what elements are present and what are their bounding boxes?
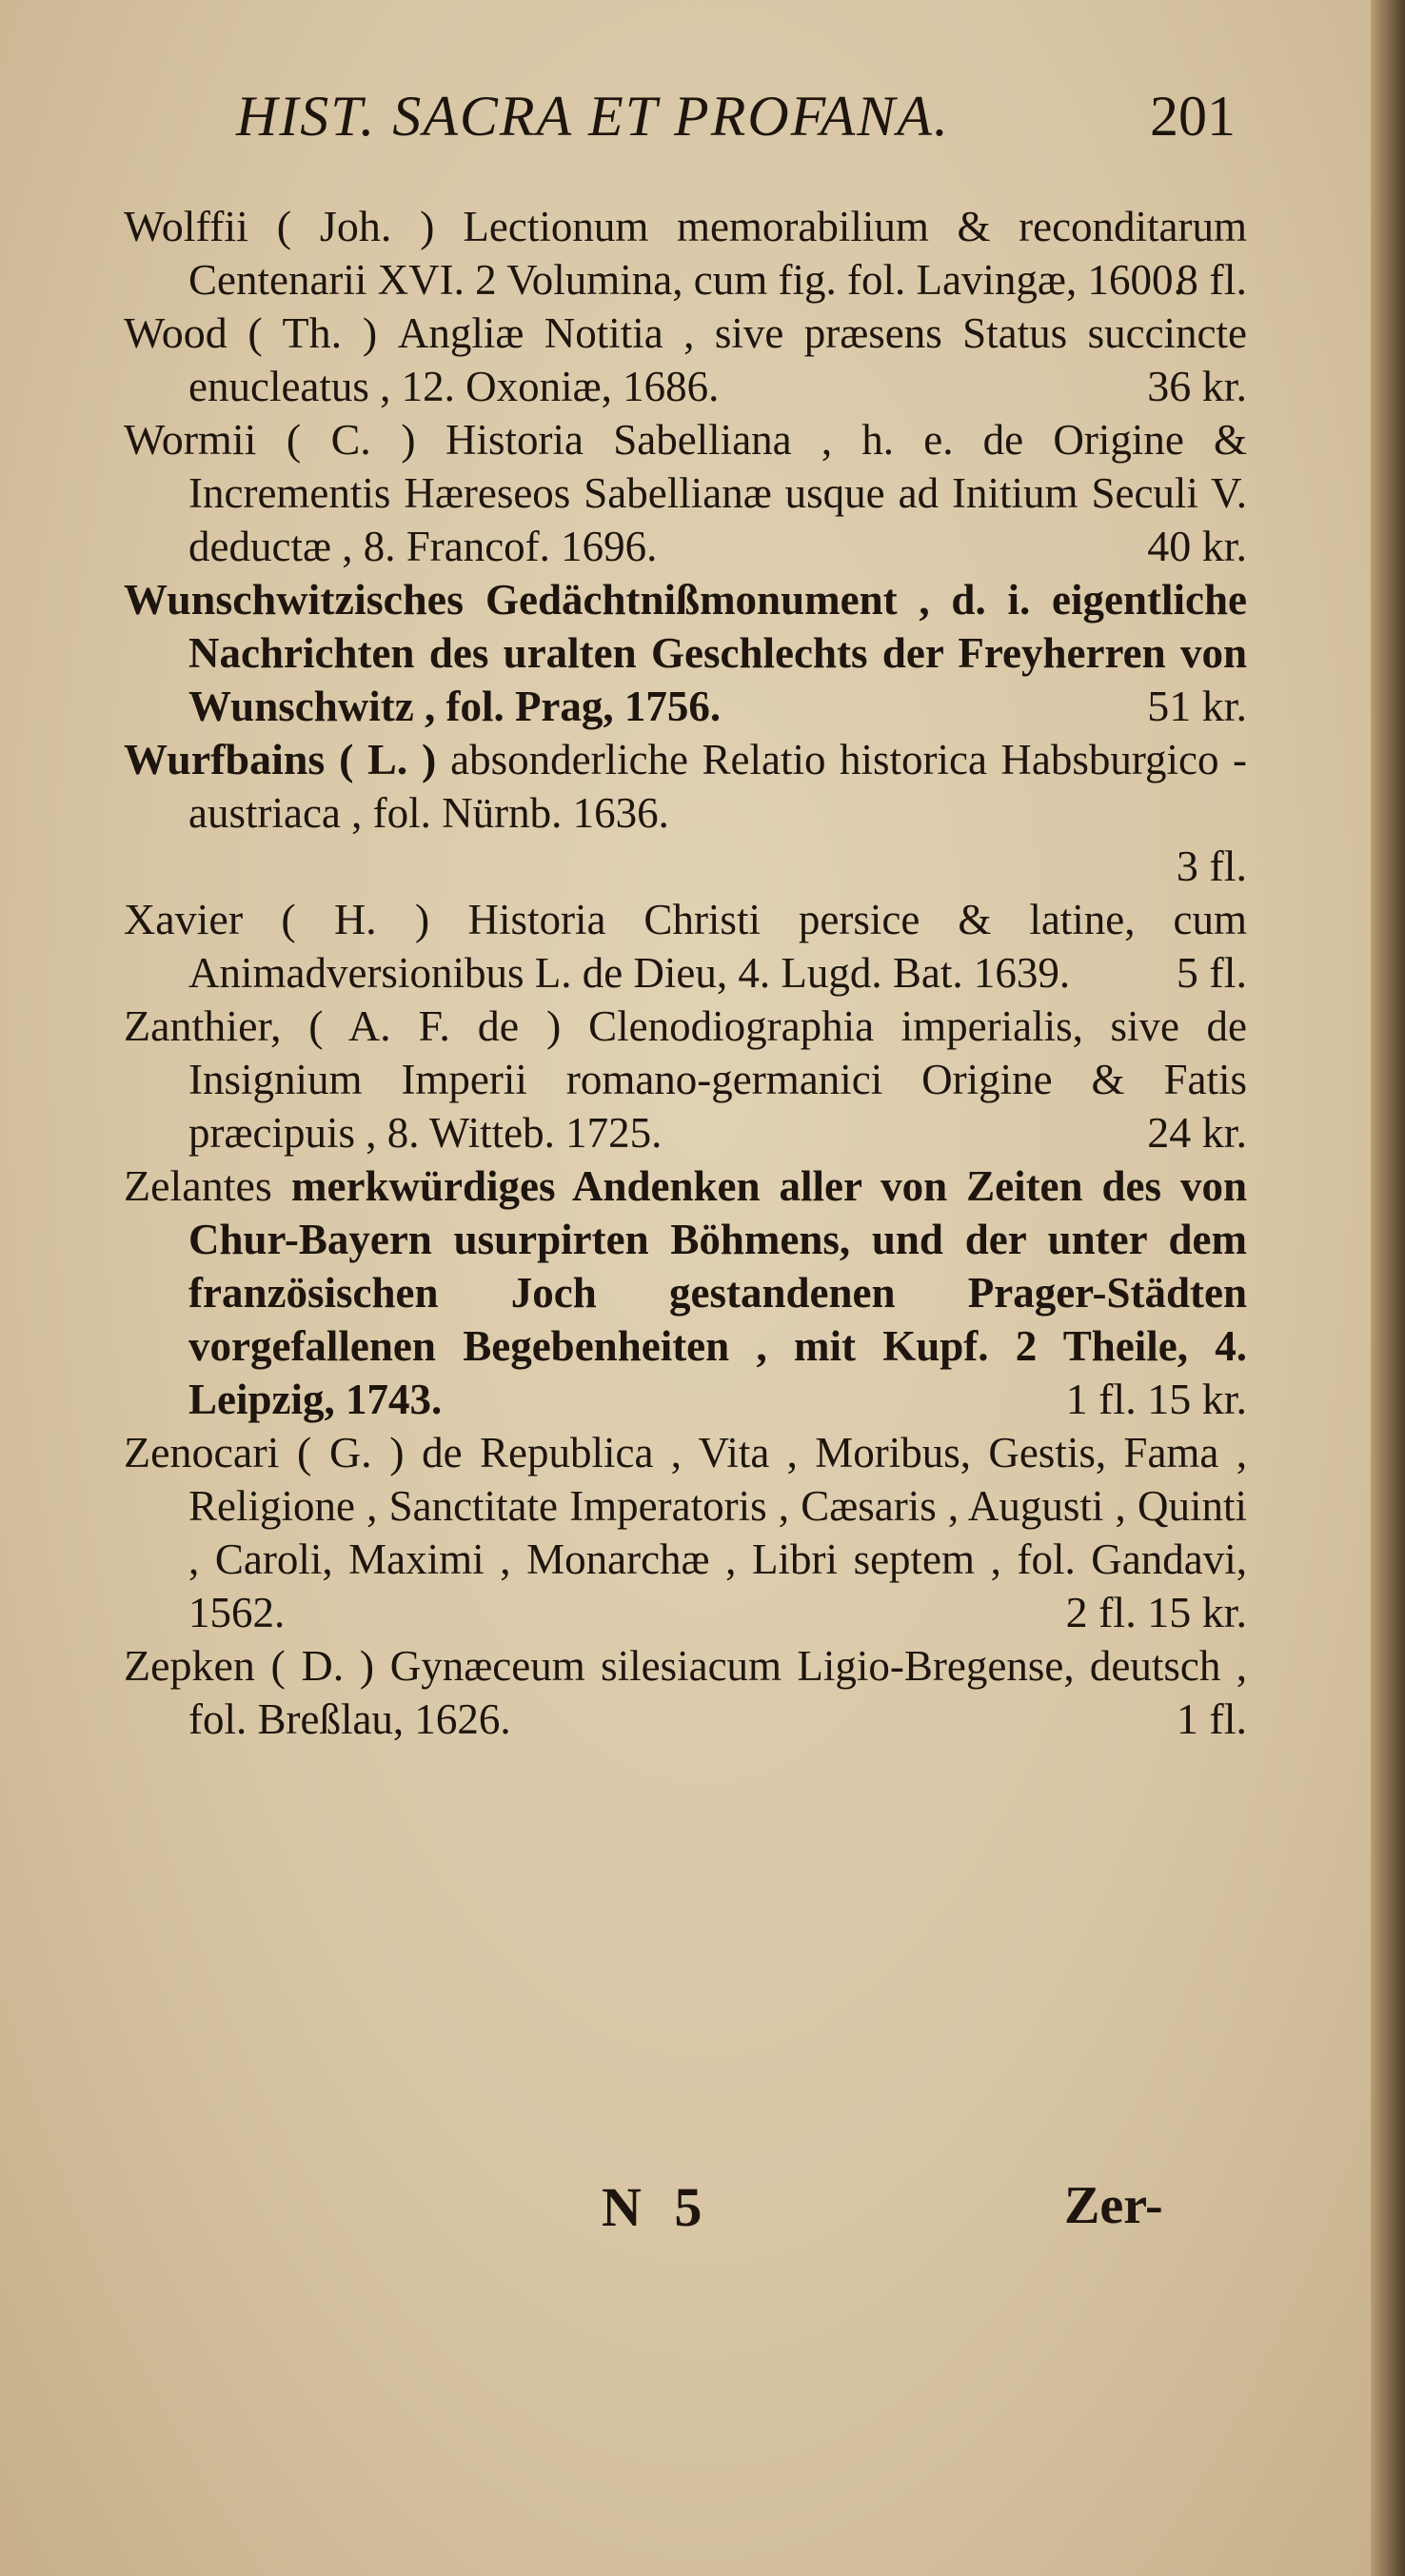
catchword: Zer-: [1064, 2176, 1163, 2235]
entry-text: absonderliche Relatio historica Habsburgico - austriaca , fol. Nürnb. 1636.: [188, 736, 1248, 837]
catalog-entry: [124, 893, 1247, 1000]
entry-author: Zanthier, ( A. F. de ): [124, 1001, 562, 1050]
entry-author: Zenocari ( G. ): [124, 1428, 405, 1476]
page-gutter: [1371, 0, 1405, 2576]
catalog-entry: [124, 1426, 1247, 1639]
signature-mark: N 5: [602, 2176, 712, 2238]
entry-text: Angliæ Notitia , sive præsens Status succincte enucleatus , 12. Oxoniæ, 1686.: [188, 309, 1248, 410]
page-header: [236, 84, 1236, 169]
running-head: HIST. SACRA ET PROFANA.: [236, 85, 950, 148]
entry-text: de Republica , Vita , Moribus, Gestis, Fama , Religione , Sanctitate Imperatoris , Cæsaris , Augusti , Quinti , Caroli, Maximi , Monarchæ , Libri septem , fol. Gandavi, 1562.: [188, 1429, 1247, 1636]
entry-author: Wolffii ( Joh. ): [124, 202, 435, 250]
entry-price: 36 kr.: [1147, 362, 1247, 410]
entry-price: 40 kr.: [1147, 522, 1247, 570]
catalog-entry: [124, 200, 1247, 307]
catalog-entry: [124, 733, 1247, 893]
entry-author: Wormii ( C. ): [124, 415, 416, 464]
entry-author: Xavier ( H. ): [124, 895, 430, 943]
catalog-entry: [124, 573, 1247, 733]
entry-text: Clenodiographia imperialis, sive de Insignium Imperii romano-germanici Origine & Fatis præcipuis , 8. Witteb. 1725.: [188, 1002, 1248, 1157]
catalog-entry: [124, 1000, 1247, 1159]
entry-author: Wurfbains ( L. ): [124, 735, 437, 783]
catalog-entry: [124, 413, 1247, 573]
entry-text: Gedächtnißmonument , d. i. eigentliche Nachrichten des uralten Geschlechts der Freyherren von Wunschwitz , fol. Prag, 1756.: [188, 576, 1247, 730]
entry-text: Gynæceum silesiacum Ligio-Bregense, deutsch , fol. Breßlau, 1626.: [188, 1642, 1248, 1743]
entry-price: 1 fl.: [1176, 1694, 1247, 1743]
entry-author: Zelantes: [124, 1161, 272, 1210]
entry-author: Zepken ( D. ): [124, 1641, 375, 1690]
entry-author: Wood ( Th. ): [124, 308, 378, 357]
page-footer: [0, 2175, 1371, 2251]
entry-price: 8 fl.: [1176, 255, 1247, 304]
entry-text: Historia Sabelliana , h. e. de Origine & Incrementis Hæreseos Sabellianæ usque ad Initium Seculi V. deductæ , 8. Francof. 1696.: [188, 416, 1248, 570]
page-number: 201: [1150, 85, 1236, 148]
entry-price: 51 kr.: [1147, 682, 1247, 730]
entry-price: 1 fl. 15 kr.: [1065, 1375, 1247, 1423]
catalog-entry: [124, 1159, 1247, 1426]
catalog-entry: [124, 307, 1247, 413]
entry-text: merkwürdiges Andenken aller von Zeiten des von Chur-Bayern usurpirten Böhmens, und der unter dem französischen Joch gestandenen Prager-Städten vorgefallenen Begebenheiten , mit Kupf. 2 Theile, 4. Leipzig, 1743.: [188, 1162, 1248, 1423]
entry-text: Lectionum memorabilium & reconditarum Centenarii XVI. 2 Volumina, cum fig. fol. Lavingæ, 1600.: [188, 203, 1248, 304]
catalog-entry: [124, 1639, 1247, 1746]
entry-price: 2 fl. 15 kr.: [1065, 1588, 1247, 1636]
entry-text: Historia Christi persice & latine, cum Animadversionibus L. de Dieu, 4. Lugd. Bat. 1639.: [188, 896, 1247, 997]
entry-price: 3 fl.: [1176, 842, 1247, 890]
entry-price: 5 fl.: [1176, 948, 1247, 997]
entry-author: Wunschwitzisches: [124, 575, 464, 624]
catalog-entries: [124, 200, 1247, 1746]
entry-price: 24 kr.: [1147, 1108, 1247, 1157]
